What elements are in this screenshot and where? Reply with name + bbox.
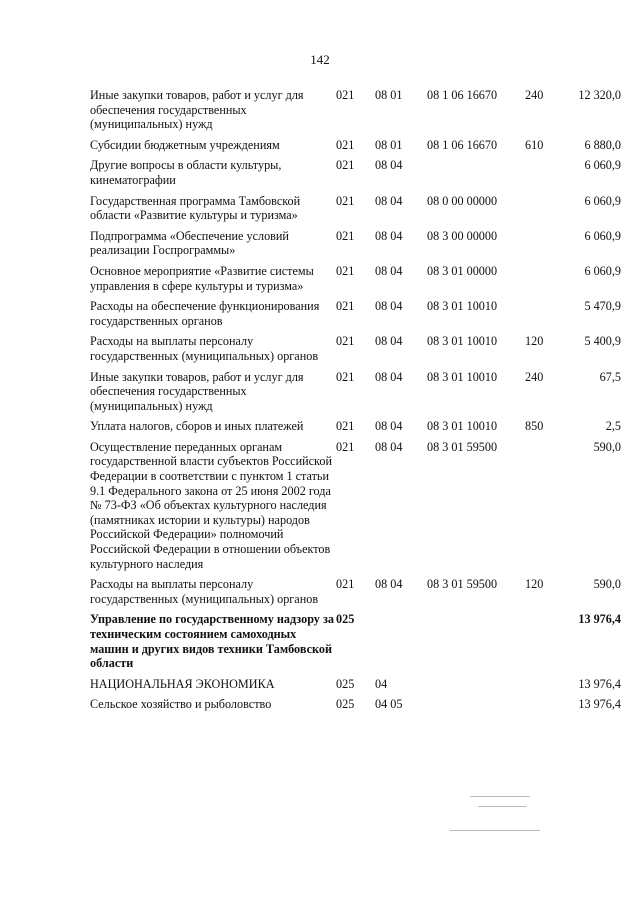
row-amount: 12 320,0	[578, 88, 621, 102]
row-ved-code: 021	[336, 439, 355, 454]
row-section-code: 08 04	[375, 369, 403, 384]
table-row	[90, 419, 621, 440]
row-target-article: 08 3 00 00000	[427, 228, 498, 243]
row-ved-code: 021	[336, 419, 355, 434]
row-ved-code: 021	[336, 88, 355, 102]
scan-artifact	[470, 796, 530, 797]
table-row	[90, 612, 621, 676]
row-ved-code: 021	[336, 193, 355, 208]
row-section-code: 08 01	[375, 88, 403, 102]
row-target-article: 08 3 01 00000	[427, 263, 498, 278]
row-name: Подпрограмма «Обеспечение условий реализации Госпрограммы»	[90, 228, 289, 258]
row-name: Уплата налогов, сборов и иных платежей	[90, 419, 304, 434]
table-row	[90, 194, 621, 229]
row-expense-type	[525, 299, 565, 334]
row-expense-type: 120	[525, 577, 544, 592]
row-name: Иные закупки товаров, работ и услуг для обеспечения государственных (муниципальных) нужд	[90, 369, 304, 413]
row-ved-code: 021	[336, 369, 355, 384]
row-expense-type	[525, 440, 565, 577]
row-target-article: 08 1 06 16670	[427, 88, 498, 102]
row-expense-type	[525, 158, 565, 193]
page-number: 142	[310, 52, 330, 67]
row-section-code: 08 04	[375, 263, 403, 278]
row-name: Государственная программа Тамбовской области «Развитие культуры и туризма»	[90, 193, 301, 223]
row-name: Иные закупки товаров, работ и услуг для обеспечения государственных (муниципальных) нужд	[90, 88, 304, 132]
row-section-code: 08 04	[375, 419, 403, 434]
row-amount: 13 976,4	[578, 612, 621, 627]
row-amount: 2,5	[605, 419, 621, 434]
row-amount: 590,0	[593, 577, 621, 592]
row-section-code: 08 04	[375, 334, 403, 349]
row-ved-code: 021	[336, 334, 355, 349]
table-row	[90, 697, 621, 718]
row-section-code: 08 04	[375, 228, 403, 243]
row-amount: 6 060,9	[584, 193, 621, 208]
table-row	[90, 229, 621, 264]
row-expense-type	[525, 194, 565, 229]
table-row	[90, 138, 621, 159]
row-ved-code: 021	[336, 577, 355, 592]
row-ved-code: 021	[336, 137, 355, 152]
row-ved-code: 025	[336, 612, 355, 627]
row-amount: 6 060,9	[584, 263, 621, 278]
row-amount: 13 976,4	[578, 676, 621, 691]
row-name: Расходы на выплаты персоналу государственных (муниципальных) органов	[90, 577, 319, 606]
row-target-article: 08 1 06 16670	[427, 137, 498, 152]
table-row	[90, 158, 621, 193]
row-name: Осуществление переданных органам государственной власти субъектов Российской Федерации в соответствии с пунктом 1 статьи 9.1 Федерального закона от 25 июня 2002 года № 73-ФЗ «Об объектах культурного наследия (памятниках истории и культуры) народов Российской Федерации» полномочий Российской Федерации в отношении объектов культурного наследия	[90, 439, 332, 571]
row-name: Расходы на обеспечение функционирования государственных органов	[90, 299, 320, 328]
row-target-article: 08 3 01 10010	[427, 299, 498, 314]
row-ved-code: 021	[336, 263, 355, 278]
row-name: Другие вопросы в области культуры, кинематографии	[90, 158, 282, 187]
row-target-article	[427, 697, 525, 718]
row-ved-code: 025	[336, 697, 355, 712]
row-ved-code: 021	[336, 299, 355, 314]
row-target-article: 08 3 01 10010	[427, 419, 498, 434]
row-ved-code: 025	[336, 676, 355, 691]
table-row	[90, 334, 621, 369]
row-name: Основное мероприятие «Развитие системы управления в сфере культуры и туризма»	[90, 263, 314, 293]
row-section-code: 08 01	[375, 137, 403, 152]
table-row	[90, 88, 621, 138]
row-target-article	[427, 612, 525, 676]
row-name: Расходы на выплаты персоналу государственных (муниципальных) органов	[90, 334, 319, 363]
table-row	[90, 577, 621, 612]
row-name: НАЦИОНАЛЬНАЯ ЭКОНОМИКА	[90, 676, 275, 691]
row-target-article: 08 3 01 10010	[427, 369, 498, 384]
row-expense-type: 850	[525, 419, 544, 434]
row-expense-type: 120	[525, 334, 544, 349]
row-target-article: 08 0 00 00000	[427, 193, 498, 208]
row-expense-type	[525, 264, 565, 299]
row-section-code: 04	[375, 676, 388, 691]
row-target-article: 08 3 01 59500	[427, 439, 498, 454]
row-ved-code: 021	[336, 228, 355, 243]
table-row	[90, 264, 621, 299]
row-section-code: 08 04	[375, 299, 403, 314]
row-name: Сельское хозяйство и рыболовство	[90, 697, 272, 712]
row-section-code	[375, 612, 427, 676]
table-row	[90, 440, 621, 577]
table-row	[90, 370, 621, 420]
scan-artifact	[450, 830, 540, 831]
row-amount: 5 470,9	[584, 299, 621, 314]
row-section-code: 08 04	[375, 577, 403, 592]
row-section-code: 04 05	[375, 697, 403, 712]
row-section-code: 08 04	[375, 439, 403, 454]
row-target-article	[427, 677, 525, 698]
row-name: Субсидии бюджетным учреждениям	[90, 137, 280, 152]
table-row	[90, 299, 621, 334]
row-amount: 6 060,9	[584, 158, 621, 173]
row-amount: 67,5	[599, 369, 621, 384]
row-section-code: 08 04	[375, 193, 403, 208]
row-amount: 590,0	[593, 439, 621, 454]
row-name: Управление по государственному надзору за техническим состоянием самоходных машин и других видов техники Тамбовской области	[90, 612, 334, 671]
row-expense-type	[525, 612, 565, 676]
table-row	[90, 677, 621, 698]
row-expense-type	[525, 677, 565, 698]
row-expense-type: 240	[525, 88, 544, 102]
budget-table	[90, 88, 621, 718]
row-target-article: 08 3 01 10010	[427, 334, 498, 349]
scan-artifact	[478, 806, 526, 807]
row-expense-type	[525, 229, 565, 264]
row-expense-type: 240	[525, 369, 544, 384]
row-amount: 13 976,4	[578, 697, 621, 712]
row-expense-type: 610	[525, 137, 544, 152]
row-target-article: 08 3 01 59500	[427, 577, 498, 592]
row-amount: 6 060,9	[584, 228, 621, 243]
row-amount: 5 400,9	[584, 334, 621, 349]
row-expense-type	[525, 697, 565, 718]
row-section-code: 08 04	[375, 158, 403, 173]
row-target-article	[427, 158, 525, 193]
row-amount: 6 880,0	[584, 137, 621, 152]
row-ved-code: 021	[336, 158, 355, 173]
